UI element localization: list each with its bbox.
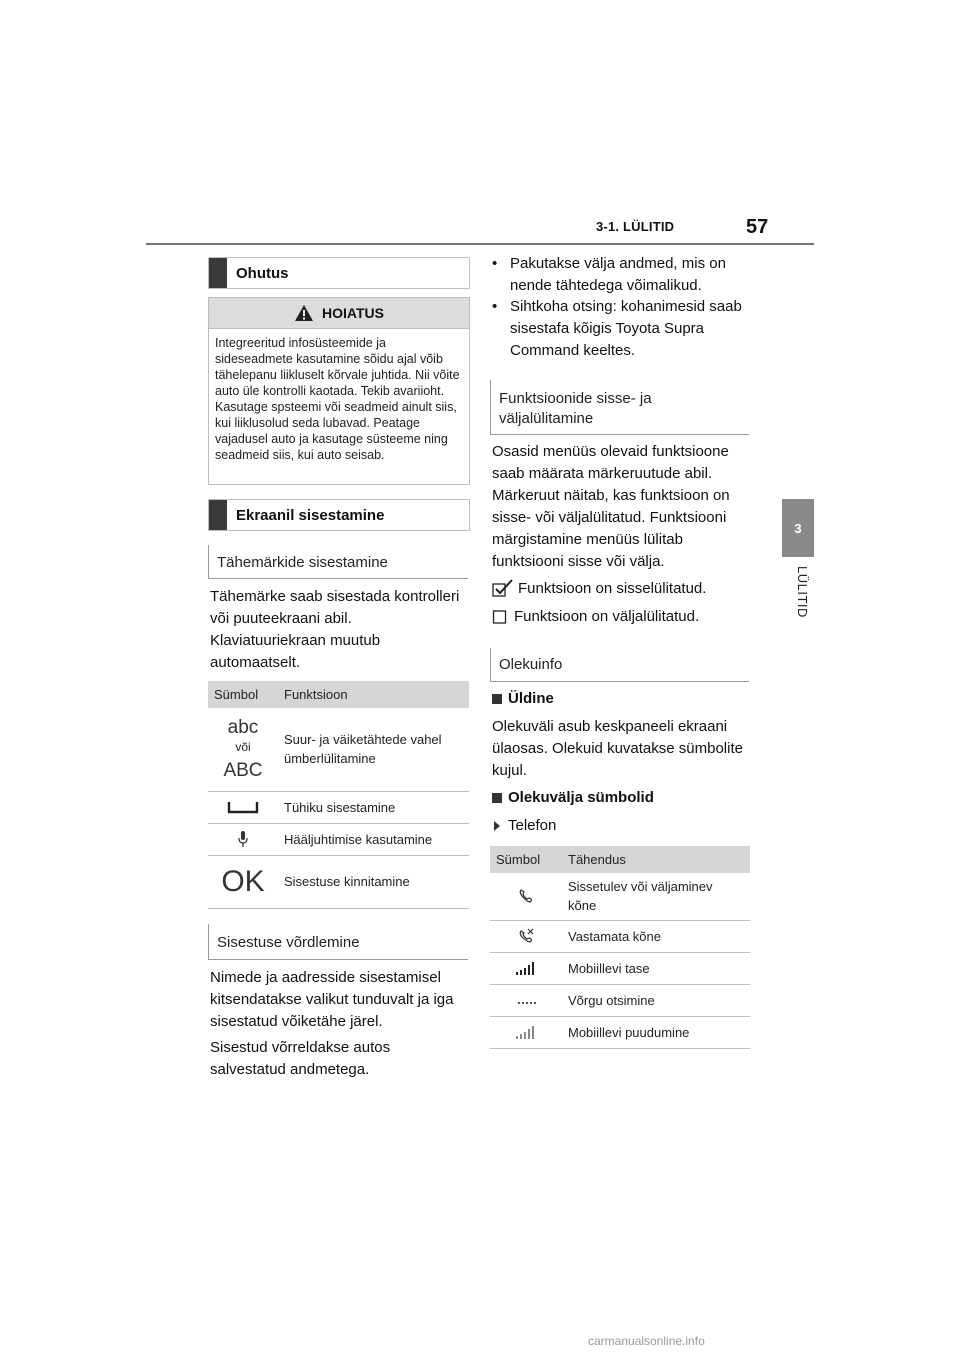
- uldine-paragraph: Olekuväli asub keskpaneeli ekraani ülaosas. Olekuid kuvatakse sümbolite kujul.: [492, 718, 743, 779]
- chapter-label: LÜLITID: [795, 566, 810, 618]
- symbol-cell: [490, 952, 562, 984]
- meaning-cell: Vastamata kõne: [562, 920, 750, 952]
- table-row: [208, 855, 469, 908]
- warning-title: HOIATUS: [322, 305, 384, 321]
- checkbox-off-row: [492, 608, 699, 625]
- function-cell: Suur- ja väiketähtede vahel ümberlülitamine: [278, 708, 469, 791]
- signal-strength-icon: [515, 961, 537, 975]
- header-divider: [146, 243, 814, 245]
- uppercase-abc-icon: ABC: [223, 760, 263, 782]
- symbol-cell: [490, 920, 562, 952]
- checkbox-on-row: [492, 579, 706, 597]
- ok-icon: OK: [221, 864, 265, 898]
- vordlemine-paragraph-1: Nimede ja aadresside sisestamisel kitsendatakse valikut tunduvalt ja iga sisestatud võiketähe järel.: [210, 969, 454, 1030]
- table-row: [490, 1016, 750, 1048]
- col-function: Funktsioon: [278, 681, 469, 708]
- space-key-icon: [227, 800, 259, 814]
- subheading-funktsioonide: Funktsioonide sisse- ja väljalülitamine: [490, 380, 749, 435]
- meaning-cell: Võrgu otsimine: [562, 984, 750, 1016]
- heading-olekuvalja-symbolid: [492, 789, 654, 806]
- watermark: carmanualsonline.info: [588, 1334, 705, 1348]
- bullet-text: Pakutakse välja andmed, mis on nende tähtedega võimalikud.: [510, 255, 726, 294]
- section-ekraanil: [208, 499, 470, 531]
- symbol-cell: [490, 984, 562, 1016]
- section-ohutus: [208, 257, 470, 289]
- or-text: või: [235, 740, 251, 755]
- symbol-cell: [208, 791, 278, 823]
- checkbox-off-text: Funktsioon on väljalülitatud.: [514, 608, 700, 625]
- checkbox-checked-icon: [492, 579, 514, 597]
- table-row: [490, 984, 750, 1016]
- phone-call-icon: [518, 888, 534, 904]
- bullet-text: Sihtkoha otsing: kohanimesid saab sisestafa kõigis Toyota Supra Command keeltes.: [510, 298, 742, 359]
- col-symbol: Sümbol: [490, 846, 562, 873]
- warning-box: [208, 297, 470, 485]
- checkbox-unchecked-icon: [492, 609, 508, 625]
- table-row: [490, 952, 750, 984]
- bullet-item: [492, 296, 748, 362]
- section-bar: [209, 500, 227, 530]
- warning-triangle-icon: [294, 304, 314, 322]
- warning-body: Integreeritud infosüsteemide ja sideseadmete kasutamine sõidu ajal võib tähelepanu liikluselt kõrvale juhtida. Nii võite auto üle kontrolli kaotada. Tekib avariioht. Kasutage spsteemi või seadmeid ainult siis, kui liiklusolud seda lubavad. Peatage vajadusel auto ja kasutage süsteeme ning seadmeid siis, kui auto seisab.: [215, 336, 460, 462]
- input-symbols-table: [208, 681, 469, 909]
- no-signal-icon: [515, 1025, 537, 1039]
- heading-uldine: [492, 690, 554, 707]
- tahemarkide-paragraph: Tähemärke saab sisestada kontrolleri või puuteekraani abil. Klaviatuuriekraan muutub automaatselt.: [210, 588, 460, 671]
- triangle-bullet-icon: [494, 821, 500, 831]
- meaning-cell: Mobiillevi tase: [562, 952, 750, 984]
- bullet-dot-icon: •: [492, 255, 498, 272]
- page-number: 57: [746, 216, 769, 238]
- symbol-cell: [208, 708, 278, 791]
- table-row: [208, 708, 469, 791]
- section-ohutus-title: Ohutus: [236, 264, 289, 282]
- subheading-vordlemine: Sisestuse võrdlemine: [208, 924, 468, 960]
- section-ekraanil-title: Ekraanil sisestamine: [236, 506, 385, 524]
- function-cell: Tühiku sisestamine: [278, 791, 469, 823]
- network-search-icon: [515, 995, 537, 1005]
- symbol-cell: [490, 1016, 562, 1048]
- function-cell: Hääljuhtimise kasutamine: [278, 823, 469, 855]
- bullet-dot-icon: •: [492, 298, 498, 315]
- warning-header: [209, 298, 469, 329]
- heading-uldine-text: Üldine: [508, 690, 554, 707]
- symbol-cell: [208, 823, 278, 855]
- meaning-cell: Sissetulev või väljaminev kõne: [562, 873, 750, 920]
- symbol-cell: [208, 855, 278, 908]
- table-header-row: [208, 681, 469, 708]
- table-header-row: [490, 846, 750, 873]
- lowercase-abc-icon: abc: [227, 717, 259, 739]
- symbol-cell: [490, 873, 562, 920]
- function-cell: Sisestuse kinnitamine: [278, 855, 469, 908]
- col-meaning: Tähendus: [562, 846, 750, 873]
- col-symbol: Sümbol: [208, 681, 278, 708]
- meaning-cell: Mobiillevi puudumine: [562, 1016, 750, 1048]
- square-bullet-icon: [492, 694, 502, 704]
- heading-telefon: [494, 817, 556, 834]
- section-title: 3-1. LÜLITID: [596, 219, 675, 234]
- status-symbols-table: [490, 846, 750, 1049]
- bullet-item: [492, 253, 748, 297]
- heading-telefon-text: Telefon: [508, 817, 557, 834]
- vordlemine-paragraph-2: Sisestud võrreldakse autos salvestatud andmetega.: [210, 1039, 391, 1078]
- checkbox-on-text: Funktsioon on sisselülitatud.: [518, 579, 707, 597]
- heading-olekuvalja-text: Olekuvälja sümbolid: [508, 789, 654, 806]
- table-row: [208, 791, 469, 823]
- missed-call-icon: [518, 928, 534, 944]
- subheading-olekuinfo: Olekuinfo: [490, 648, 749, 682]
- table-row: [490, 873, 750, 920]
- subheading-tahemarkide: Tähemärkide sisestamine: [208, 545, 468, 579]
- square-bullet-icon: [492, 793, 502, 803]
- funktsioonide-paragraph: Osasid menüüs olevaid funktsioone saab määrata märkeruutude abil. Märkeruut näitab, kas funktsioon on sisse- või väljalülitatud. Funktsiooni märgistamine menüüs lülitab funktsiooni sisse või välja.: [492, 443, 730, 570]
- section-bar: [209, 258, 227, 288]
- chapter-tab: 3: [782, 499, 814, 557]
- table-row: [208, 823, 469, 855]
- table-row: [490, 920, 750, 952]
- microphone-icon: [237, 830, 249, 848]
